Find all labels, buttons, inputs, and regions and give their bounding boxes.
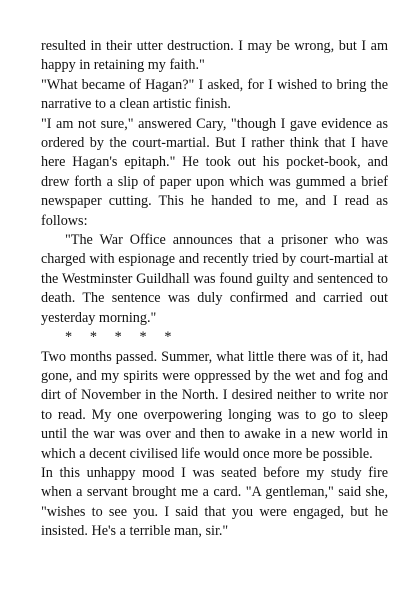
- paragraph-newspaper-cutting: "The War Office announces that a prisoner who was charged with espionage and recently tried by court-martial at the Westminster Guildhall was found guilty and sentenced to death. The sentence was duly confirmed and carried out yesterday morning.": [41, 232, 388, 326]
- paragraph-two-months: Two months passed. Summer, what little there was of it, had gone, and my spirits were oppressed by the wet and fog and dirt of November in the North. I desired neither to write nor to read. My one overpowering longing was to go to sleep until the war was over and then to awake in a new world in which a decent civilised life would once more be possible.: [41, 348, 388, 462]
- paragraph-hagan-question: "What became of Hagan?" I asked, for I wished to bring the narrative to a clean artistic finish.: [41, 76, 388, 113]
- paragraph-cary-answer: "I am not sure," answered Cary, "though I gave evidence as ordered by the court-martial. But I rather think that I have here Hagan's epitaph." He took out his pocket-book, and drew forth a slip of paper upon which was gummed a brief newspaper cutting. This he handed to me, and I read as follows:: [41, 115, 388, 229]
- section-break: * * * * *: [65, 329, 172, 346]
- paragraph-faith: resulted in their utter destruction. I may be wrong, but I am happy in retaining my faith.": [41, 38, 388, 74]
- document-page: [41, 37, 388, 542]
- paragraph-study-fire: In this unhappy mood I was seated before my study fire when a servant brought me a card. "A gentleman," said she, "wishes to see you. I said that you were engaged, but he insisted. He's a terrible man, sir.": [41, 464, 388, 540]
